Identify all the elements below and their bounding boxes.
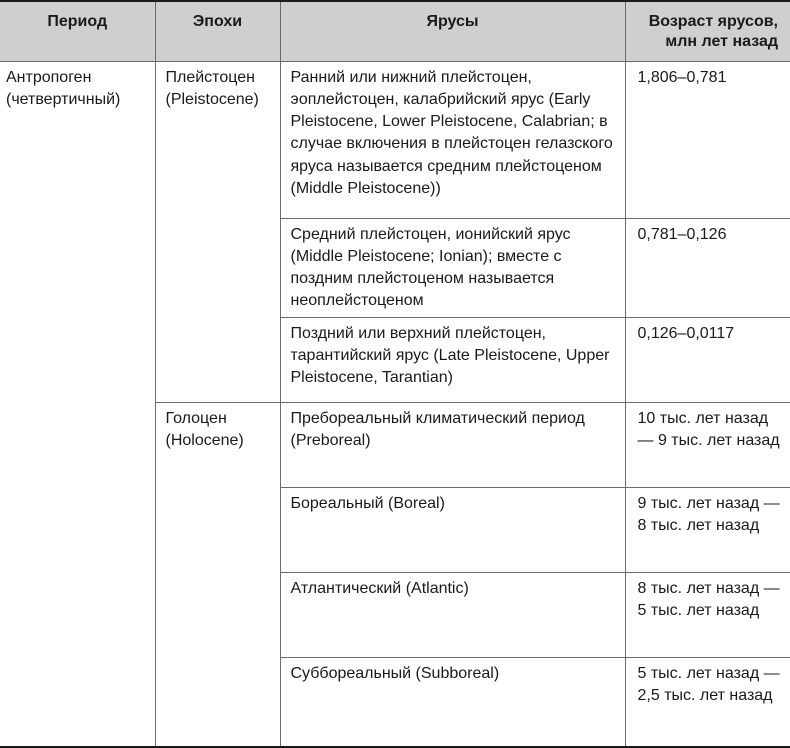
age-cell: 0,126–0,0117 (625, 317, 790, 402)
age-cell: 5 тыс. лет назад — 2,5 тыс. лет назад (625, 657, 790, 747)
age-cell: 1,806–0,781 (625, 61, 790, 218)
epoch-cell-pleistocene: Плейстоцен (Pleistocene) (155, 61, 280, 402)
period-cell: Антропоген (четвертичный) (0, 61, 155, 747)
table-row (0, 61, 790, 218)
header-epochs: Эпохи (155, 1, 280, 61)
age-cell: 8 тыс. лет назад — 5 тыс. лет назад (625, 572, 790, 657)
age-cell: 10 тыс. лет назад — 9 тыс. лет назад (625, 402, 790, 487)
stage-cell: Ранний или нижний плейстоцен, эоплейстоцен, калабрийский ярус (Early Pleistocene, Lower Pleistocene, Calabrian; в случае включения в плейстоцен гелазского яруса называется средним плейстоценом (Middle Pleistocene)) (280, 61, 625, 218)
stage-cell: Бореальный (Boreal) (280, 487, 625, 572)
stage-cell: Средний плейстоцен, ионийский ярус (Middle Pleistocene; Ionian); вместе с поздним плейстоценом называется неоплейстоценом (280, 218, 625, 317)
header-age (625, 1, 790, 61)
header-age-line2: млн лет назад (665, 33, 778, 50)
stage-cell: Пребореальный климатический период (Preboreal) (280, 402, 625, 487)
header-stages: Ярусы (280, 1, 625, 61)
stage-cell: Атлантический (Atlantic) (280, 572, 625, 657)
table-header-row (0, 1, 790, 61)
stage-cell: Поздний или верхний плейстоцен, тарантийский ярус (Late Pleistocene, Upper Pleistocene, Tarantian) (280, 317, 625, 402)
stage-cell: Суббореальный (Subboreal) (280, 657, 625, 747)
age-cell: 9 тыс. лет назад — 8 тыс. лет назад (625, 487, 790, 572)
header-period: Период (0, 1, 155, 61)
header-age-line1: Возраст ярусов, (648, 13, 778, 30)
epoch-cell-holocene: Голоцен (Holocene) (155, 402, 280, 747)
age-cell: 0,781–0,126 (625, 218, 790, 317)
